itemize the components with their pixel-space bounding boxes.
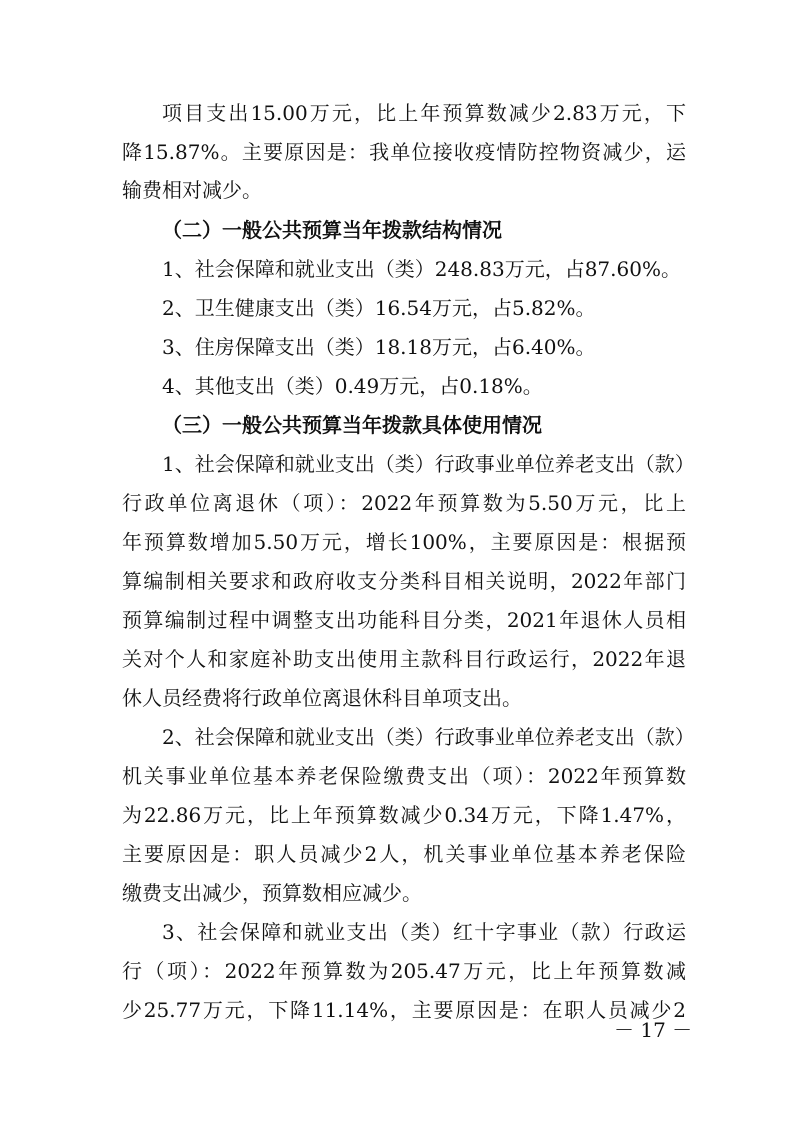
paragraph-line: 项目支出15.00万元，比上年预算数减少2.83万元，下 bbox=[162, 101, 686, 125]
paragraph-line: 算编制相关要求和政府收支分类科目相关说明，2022年部门 bbox=[122, 569, 686, 593]
list-item: 3、住房保障支出（类）18.18万元，占6.40%。 bbox=[162, 335, 596, 359]
paragraph-line: 行（项）：2022年预算数为205.47万元，比上年预算数减 bbox=[122, 959, 686, 983]
section-heading: （三）一般公共预算当年拨款具体使用情况 bbox=[162, 413, 542, 437]
paragraph-line: 机关事业单位基本养老保险缴费支出（项）：2022年预算数 bbox=[122, 764, 686, 788]
paragraph-line: 年预算数增加5.50万元，增长100%，主要原因是：根据预 bbox=[122, 530, 686, 554]
page-number: － 17 － bbox=[614, 1018, 693, 1042]
paragraph-line: 休人员经费将行政单位离退休科目单项支出。 bbox=[122, 686, 522, 710]
paragraph-line: 降15.87%。主要原因是：我单位接收疫情防控物资减少，运 bbox=[122, 140, 686, 164]
paragraph-line: 2、社会保障和就业支出（类）行政事业单位养老支出（款） bbox=[162, 725, 695, 749]
paragraph-line: 为22.86万元，比上年预算数减少0.34万元，下降1.47%， bbox=[122, 803, 686, 827]
list-item: 1、社会保障和就业支出（类）248.83万元，占87.60%。 bbox=[162, 257, 681, 281]
section-heading: （二）一般公共预算当年拨款结构情况 bbox=[162, 218, 502, 242]
paragraph-line: 1、社会保障和就业支出（类）行政事业单位养老支出（款） bbox=[162, 452, 695, 476]
paragraph-line: 行政单位离退休（项）：2022年预算数为5.50万元，比上 bbox=[122, 491, 686, 515]
paragraph-line: 预算编制过程中调整支出功能科目分类，2021年退休人员相 bbox=[122, 608, 686, 632]
list-item: 4、其他支出（类）0.49万元，占0.18%。 bbox=[162, 374, 543, 398]
list-item: 2、卫生健康支出（类）16.54万元，占5.82%。 bbox=[162, 296, 596, 320]
paragraph-line: 关对个人和家庭补助支出使用主款科目行政运行，2022年退 bbox=[122, 647, 686, 671]
paragraph-line: 3、社会保障和就业支出（类）红十字事业（款）行政运 bbox=[162, 920, 686, 944]
paragraph-line: 少25.77万元，下降11.14%，主要原因是：在职人员减少2 bbox=[122, 998, 686, 1022]
paragraph-line: 输费相对减少。 bbox=[122, 178, 262, 202]
paragraph-line: 主要原因是：职人员减少2人，机关事业单位基本养老保险 bbox=[122, 842, 686, 866]
paragraph-line: 缴费支出减少，预算数相应减少。 bbox=[122, 881, 422, 905]
